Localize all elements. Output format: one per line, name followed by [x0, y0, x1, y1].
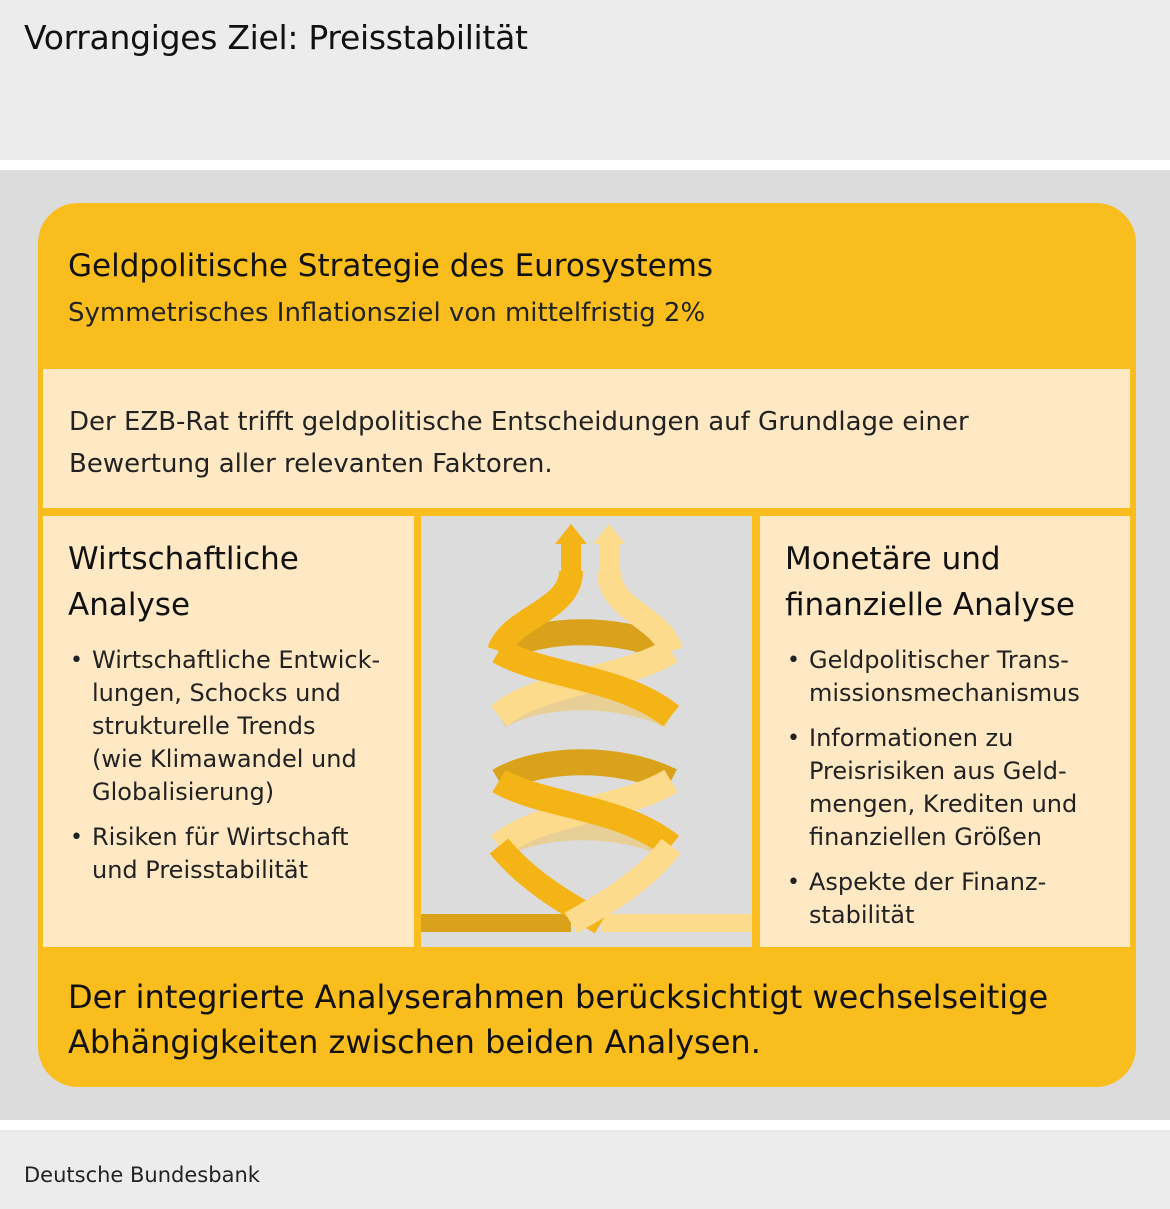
conclusion-line: Der integrierte Analyserahmen berücksichtigt wechselseitige: [68, 978, 1049, 1016]
list-item: [785, 722, 1125, 854]
bullet-icon: •: [787, 726, 800, 751]
monetary-analysis-heading: [785, 536, 1125, 628]
strategy-subtitle: Symmetrisches Inflationsziel von mittelfristig 2%: [68, 298, 706, 328]
double-helix-arrows-icon: [421, 516, 752, 947]
list-item: [785, 866, 1125, 932]
economic-analysis-heading-line: Analyse: [68, 587, 191, 623]
list-item-line: Preisrisiken aus Geld-: [809, 757, 1067, 785]
page-title: Vorrangiges Ziel: Preisstabilität: [24, 18, 528, 57]
bullet-icon: •: [70, 648, 83, 673]
list-item-line: (wie Klimawandel und: [92, 745, 357, 773]
bullet-icon: •: [787, 870, 800, 895]
economic-analysis-list: [68, 644, 398, 899]
strategy-title: Geldpolitische Strategie des Eurosystems: [68, 248, 714, 284]
council-text: Der EZB-Rat trifft geldpolitische Entscheidungen auf Grundlage einer Bewertung aller relevanten Faktoren.: [69, 407, 969, 479]
monetary-analysis-heading-line: finanzielle Analyse: [785, 587, 1075, 623]
bullet-icon: •: [70, 825, 83, 850]
list-item-line: Risiken für Wirtschaft: [92, 823, 349, 851]
list-item-line: Geldpolitischer Trans-: [809, 646, 1069, 674]
list-item-line: Informationen zu: [809, 724, 1014, 752]
list-item-line: Aspekte der Finanz-: [809, 868, 1047, 896]
helix-panel: [421, 516, 752, 947]
source-label: Deutsche Bundesbank: [24, 1163, 260, 1187]
bullet-icon: •: [787, 648, 800, 673]
monetary-analysis-heading-line: Monetäre und: [785, 541, 1001, 577]
list-item-line: Wirtschaftliche Entwick-: [92, 646, 381, 674]
list-item: [785, 644, 1125, 710]
conclusion-line: Abhängigkeiten zwischen beiden Analysen.: [68, 1023, 761, 1061]
economic-analysis-panel: [43, 516, 414, 947]
list-item-line: strukturelle Trends: [92, 712, 316, 740]
list-item-line: finanziellen Größen: [809, 823, 1042, 851]
list-item-line: missionsmechanismus: [809, 679, 1080, 707]
list-item-line: mengen, Krediten und: [809, 790, 1078, 818]
economic-analysis-heading: [68, 536, 408, 628]
economic-analysis-heading-line: Wirtschaftliche: [68, 541, 299, 577]
list-item: [68, 821, 398, 887]
conclusion-text: [68, 975, 1118, 1065]
list-item-line: stabilität: [809, 901, 915, 929]
list-item-line: Globalisierung): [92, 778, 275, 806]
monetary-analysis-list: [785, 644, 1125, 944]
monetary-analysis-panel: [760, 516, 1130, 947]
list-item-line: lungen, Schocks und: [92, 679, 341, 707]
council-box: [43, 369, 1130, 508]
list-item: [68, 644, 398, 809]
list-item-line: und Preisstabilität: [92, 856, 308, 884]
